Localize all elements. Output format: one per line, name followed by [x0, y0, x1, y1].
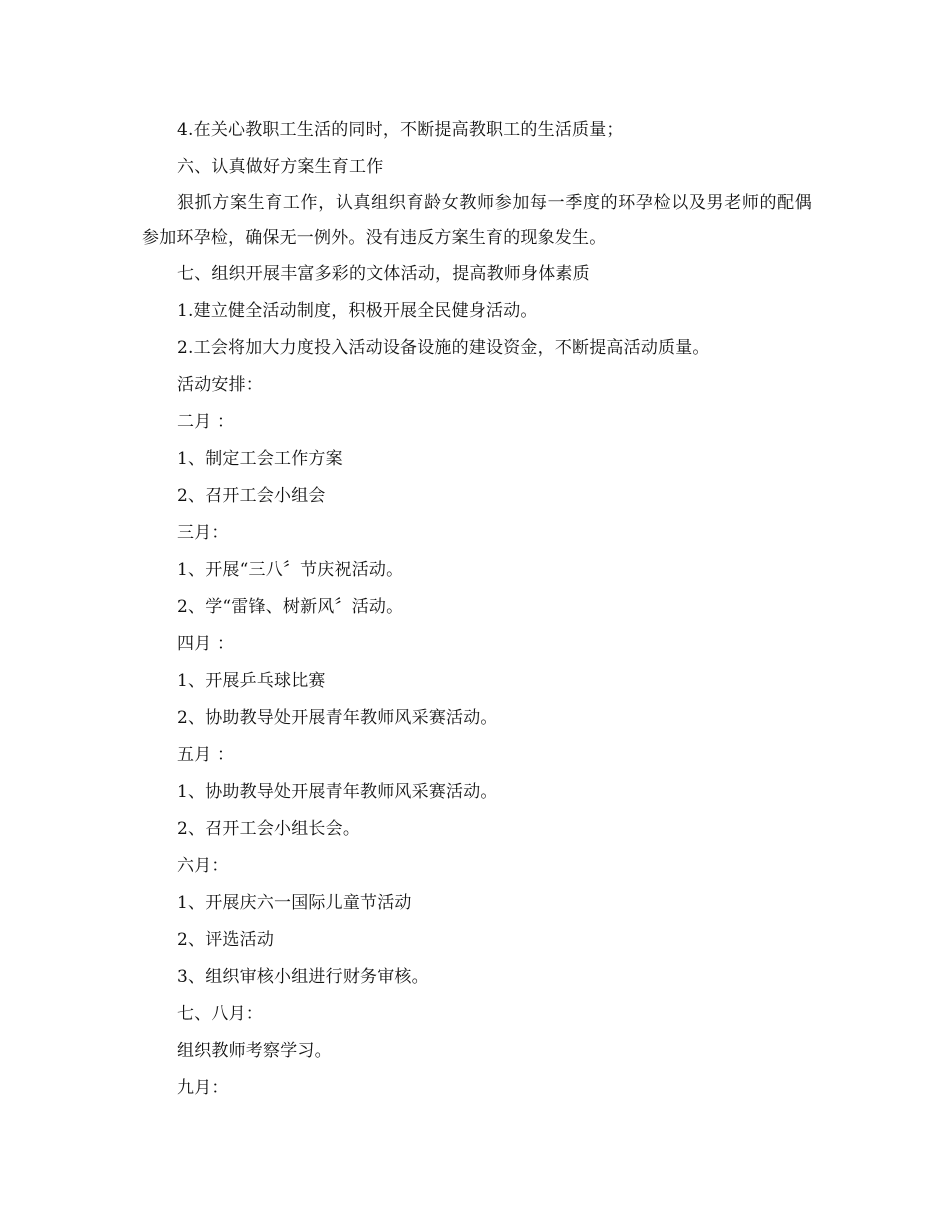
month-heading: 四月 ： [177, 634, 235, 654]
text-line: 2、协助教导处开展青年教师风采赛活动。 [177, 708, 498, 728]
text-line: 2、召开工会小组长会。 [177, 819, 361, 839]
text-line: 1、开展庆六一国际儿童节活动 [177, 893, 412, 913]
text-line: 1、制定工会工作方案 [177, 449, 343, 469]
text-line: 1、开展乒乓球比赛 [177, 671, 326, 691]
text-line: 活动安排： [177, 375, 263, 395]
text-line: 2、学“雷锋、树新风〞活动。 [177, 597, 404, 617]
paragraph: 狠抓方案生育工作，认真组织育龄女教师参加每一季度的环孕检以及男老师的配偶参加环孕检，确保无一例外。没有违反方案生育的现象发生。 [142, 193, 812, 248]
month-heading: 七、八月： [177, 1004, 263, 1024]
month-heading: 九月： [177, 1078, 229, 1098]
text-line: 2、召开工会小组会 [177, 486, 326, 506]
text-line: 1、协助教导处开展青年教师风采赛活动。 [177, 782, 498, 802]
text-line: 2、评选活动 [177, 930, 275, 950]
month-heading: 二月 ： [177, 412, 235, 432]
section-heading: 七、组织开展丰富多彩的文体活动，提高教师身体素质 [177, 264, 590, 284]
section-heading: 六、认真做好方案生育工作 [177, 157, 384, 177]
document-body [142, 112, 812, 1107]
month-heading: 六月： [177, 856, 229, 876]
month-heading: 三月： [177, 523, 229, 543]
text-line: 1、开展“三八〞节庆祝活动。 [177, 560, 404, 580]
text-line: 组织教师考察学习。 [177, 1041, 332, 1061]
text-line: 1.建立健全活动制度，积极开展全民健身活动。 [177, 301, 538, 321]
text-line: 3、组织审核小组进行财务审核。 [177, 967, 429, 987]
month-heading: 五月 ： [177, 745, 235, 765]
text-line: 2.工会将加大力度投入活动设备设施的建设资金，不断提高活动质量。 [177, 338, 710, 358]
text-line: 4.在关心教职工生活的同时，不断提高教职工的生活质量； [177, 120, 624, 140]
